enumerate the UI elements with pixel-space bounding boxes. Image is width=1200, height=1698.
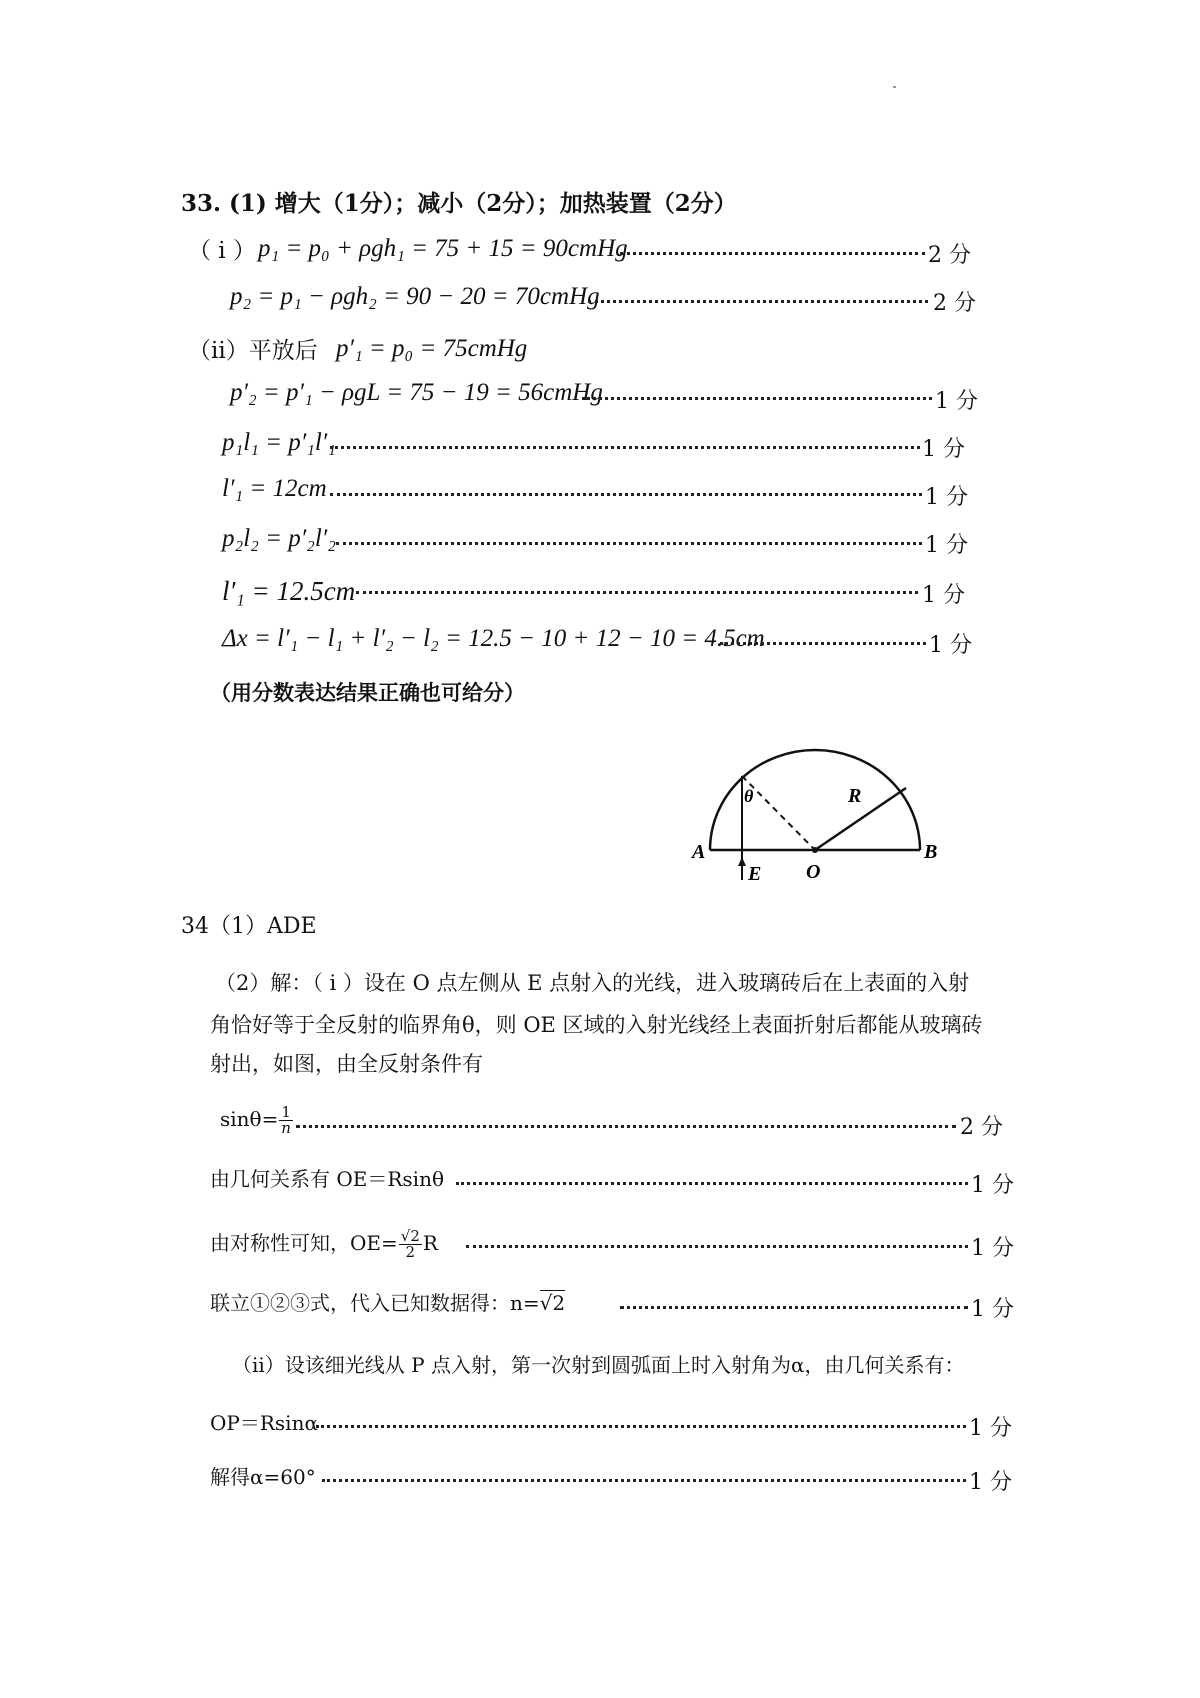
- sym-num: √2: [400, 1227, 420, 1245]
- q33-eq4: p′₂ = p′₁ − ρgL = 75 − 19 = 56cmHg: [230, 379, 603, 406]
- leader-dots: [466, 1245, 968, 1248]
- join-text: 联立①②③式，代入已知数据得：n=: [210, 1291, 540, 1315]
- points-eq9: 1 分: [929, 633, 972, 658]
- label-r: R: [848, 785, 862, 807]
- leader-dots: [356, 591, 918, 594]
- q34-p2-line1: （2）解：（ i ）设在 O 点左侧从 E 点射入的光线，进入玻璃砖后在上表面的入射: [215, 971, 970, 995]
- center-point: [812, 847, 818, 853]
- leader-dots: [322, 1479, 966, 1482]
- semicircle-diagram: [680, 740, 950, 890]
- q33-eq5: p₁l₁ = p′₁l′₁: [222, 429, 336, 456]
- q34-sym: [210, 1228, 438, 1260]
- q33-eq1: p₁ = p₀ + ρgh₁ = 75 + 15 = 90cmHg: [258, 235, 628, 262]
- q33-eq6: l′₁ = 12cm: [222, 475, 327, 502]
- points-eq4: 1 分: [935, 389, 978, 414]
- points-sym: 1 分: [971, 1236, 1014, 1261]
- points-eq5: 1 分: [922, 437, 965, 462]
- leader-dots: [296, 1125, 956, 1128]
- label-theta: θ: [744, 786, 754, 806]
- q34-op: OP＝Rsinα: [210, 1411, 318, 1435]
- q33-eq7: p₂l₂ = p′₂l′₂: [222, 525, 336, 552]
- q34-ii-line: （ii）设该细光线从 P 点入射，第一次射到圆弧面上时入射角为α，由几何关系有：: [232, 1353, 965, 1377]
- leader-dots: [588, 300, 928, 303]
- points-eq8: 1 分: [922, 583, 965, 608]
- points-solve: 1 分: [969, 1470, 1012, 1495]
- label-o: O: [806, 861, 821, 883]
- leader-dots: [316, 1425, 966, 1428]
- leader-dots: [330, 446, 920, 449]
- q33-i-label: （ i ）: [188, 238, 256, 264]
- q34-part1: 34（1）ADE: [181, 914, 317, 939]
- points-eq6: 1 分: [925, 485, 968, 510]
- q34-solve: 解得α=60°: [210, 1465, 316, 1489]
- leader-dots: [456, 1182, 968, 1185]
- label-e: E: [748, 863, 762, 885]
- frac-den: n: [281, 1119, 291, 1137]
- sym-lhs: 由对称性可知，OE=: [210, 1231, 398, 1255]
- ray-arrow: [738, 857, 746, 866]
- leader-dots: [330, 493, 922, 496]
- frac-num: 1: [281, 1103, 291, 1121]
- leader-dots: [336, 542, 922, 545]
- q33-note: （用分数表达结果正确也可给分）: [210, 680, 525, 705]
- q33-ii-label: （ii）平放后: [188, 338, 318, 364]
- sin-lhs: sinθ=: [220, 1107, 279, 1131]
- scan-speck: [893, 86, 896, 88]
- fraction-1-over-n: [279, 1105, 293, 1136]
- sym-tail: R: [422, 1231, 438, 1255]
- fraction-sqrt2-over-2: [399, 1229, 422, 1260]
- q33-eq3: p′₁ = p₀ = 75cmHg: [336, 335, 528, 362]
- q34-geo: 由几何关系有 OE＝Rsinθ: [210, 1167, 444, 1191]
- q34-p2-line2: 角恰好等于全反射的临界角θ，则 OE 区域的入射光线经上表面折射后都能从玻璃砖: [210, 1013, 983, 1037]
- points-op: 1 分: [969, 1416, 1012, 1441]
- q33-eq8: l′₁ = 12.5cm: [222, 576, 356, 606]
- sym-den: 2: [405, 1243, 416, 1261]
- q33-part1: 33. (1) 增大（1分）；减小（2分）；加热装置（2分）: [181, 190, 737, 217]
- leader-dots: [620, 1306, 968, 1309]
- q33-eq9: Δx = l′₁ − l₁ + l′₂ − l₂ = 12.5 − 10 + 12 − 10 = 4.5cm: [222, 625, 765, 652]
- label-a: A: [692, 841, 706, 863]
- points-sin: 2 分: [960, 1115, 1003, 1140]
- q33-eq2: p₂ = p₁ − ρgh₂ = 90 − 20 = 70cmHg: [230, 283, 600, 310]
- label-b: B: [924, 841, 938, 863]
- leader-dots: [582, 397, 932, 400]
- points-geo: 1 分: [971, 1173, 1014, 1198]
- leader-dots: [720, 642, 926, 645]
- points-eq7: 1 分: [925, 533, 968, 558]
- q34-join: [210, 1288, 565, 1318]
- points-eq1: 2 分: [928, 243, 971, 268]
- points-join: 1 分: [971, 1297, 1014, 1322]
- q34-sin-eq: [220, 1104, 294, 1136]
- points-eq2: 2 分: [933, 291, 976, 316]
- q34-p2-line3: 射出，如图，由全反射条件有: [210, 1052, 483, 1076]
- leader-dots: [620, 252, 925, 255]
- join-value: √2: [539, 1291, 566, 1315]
